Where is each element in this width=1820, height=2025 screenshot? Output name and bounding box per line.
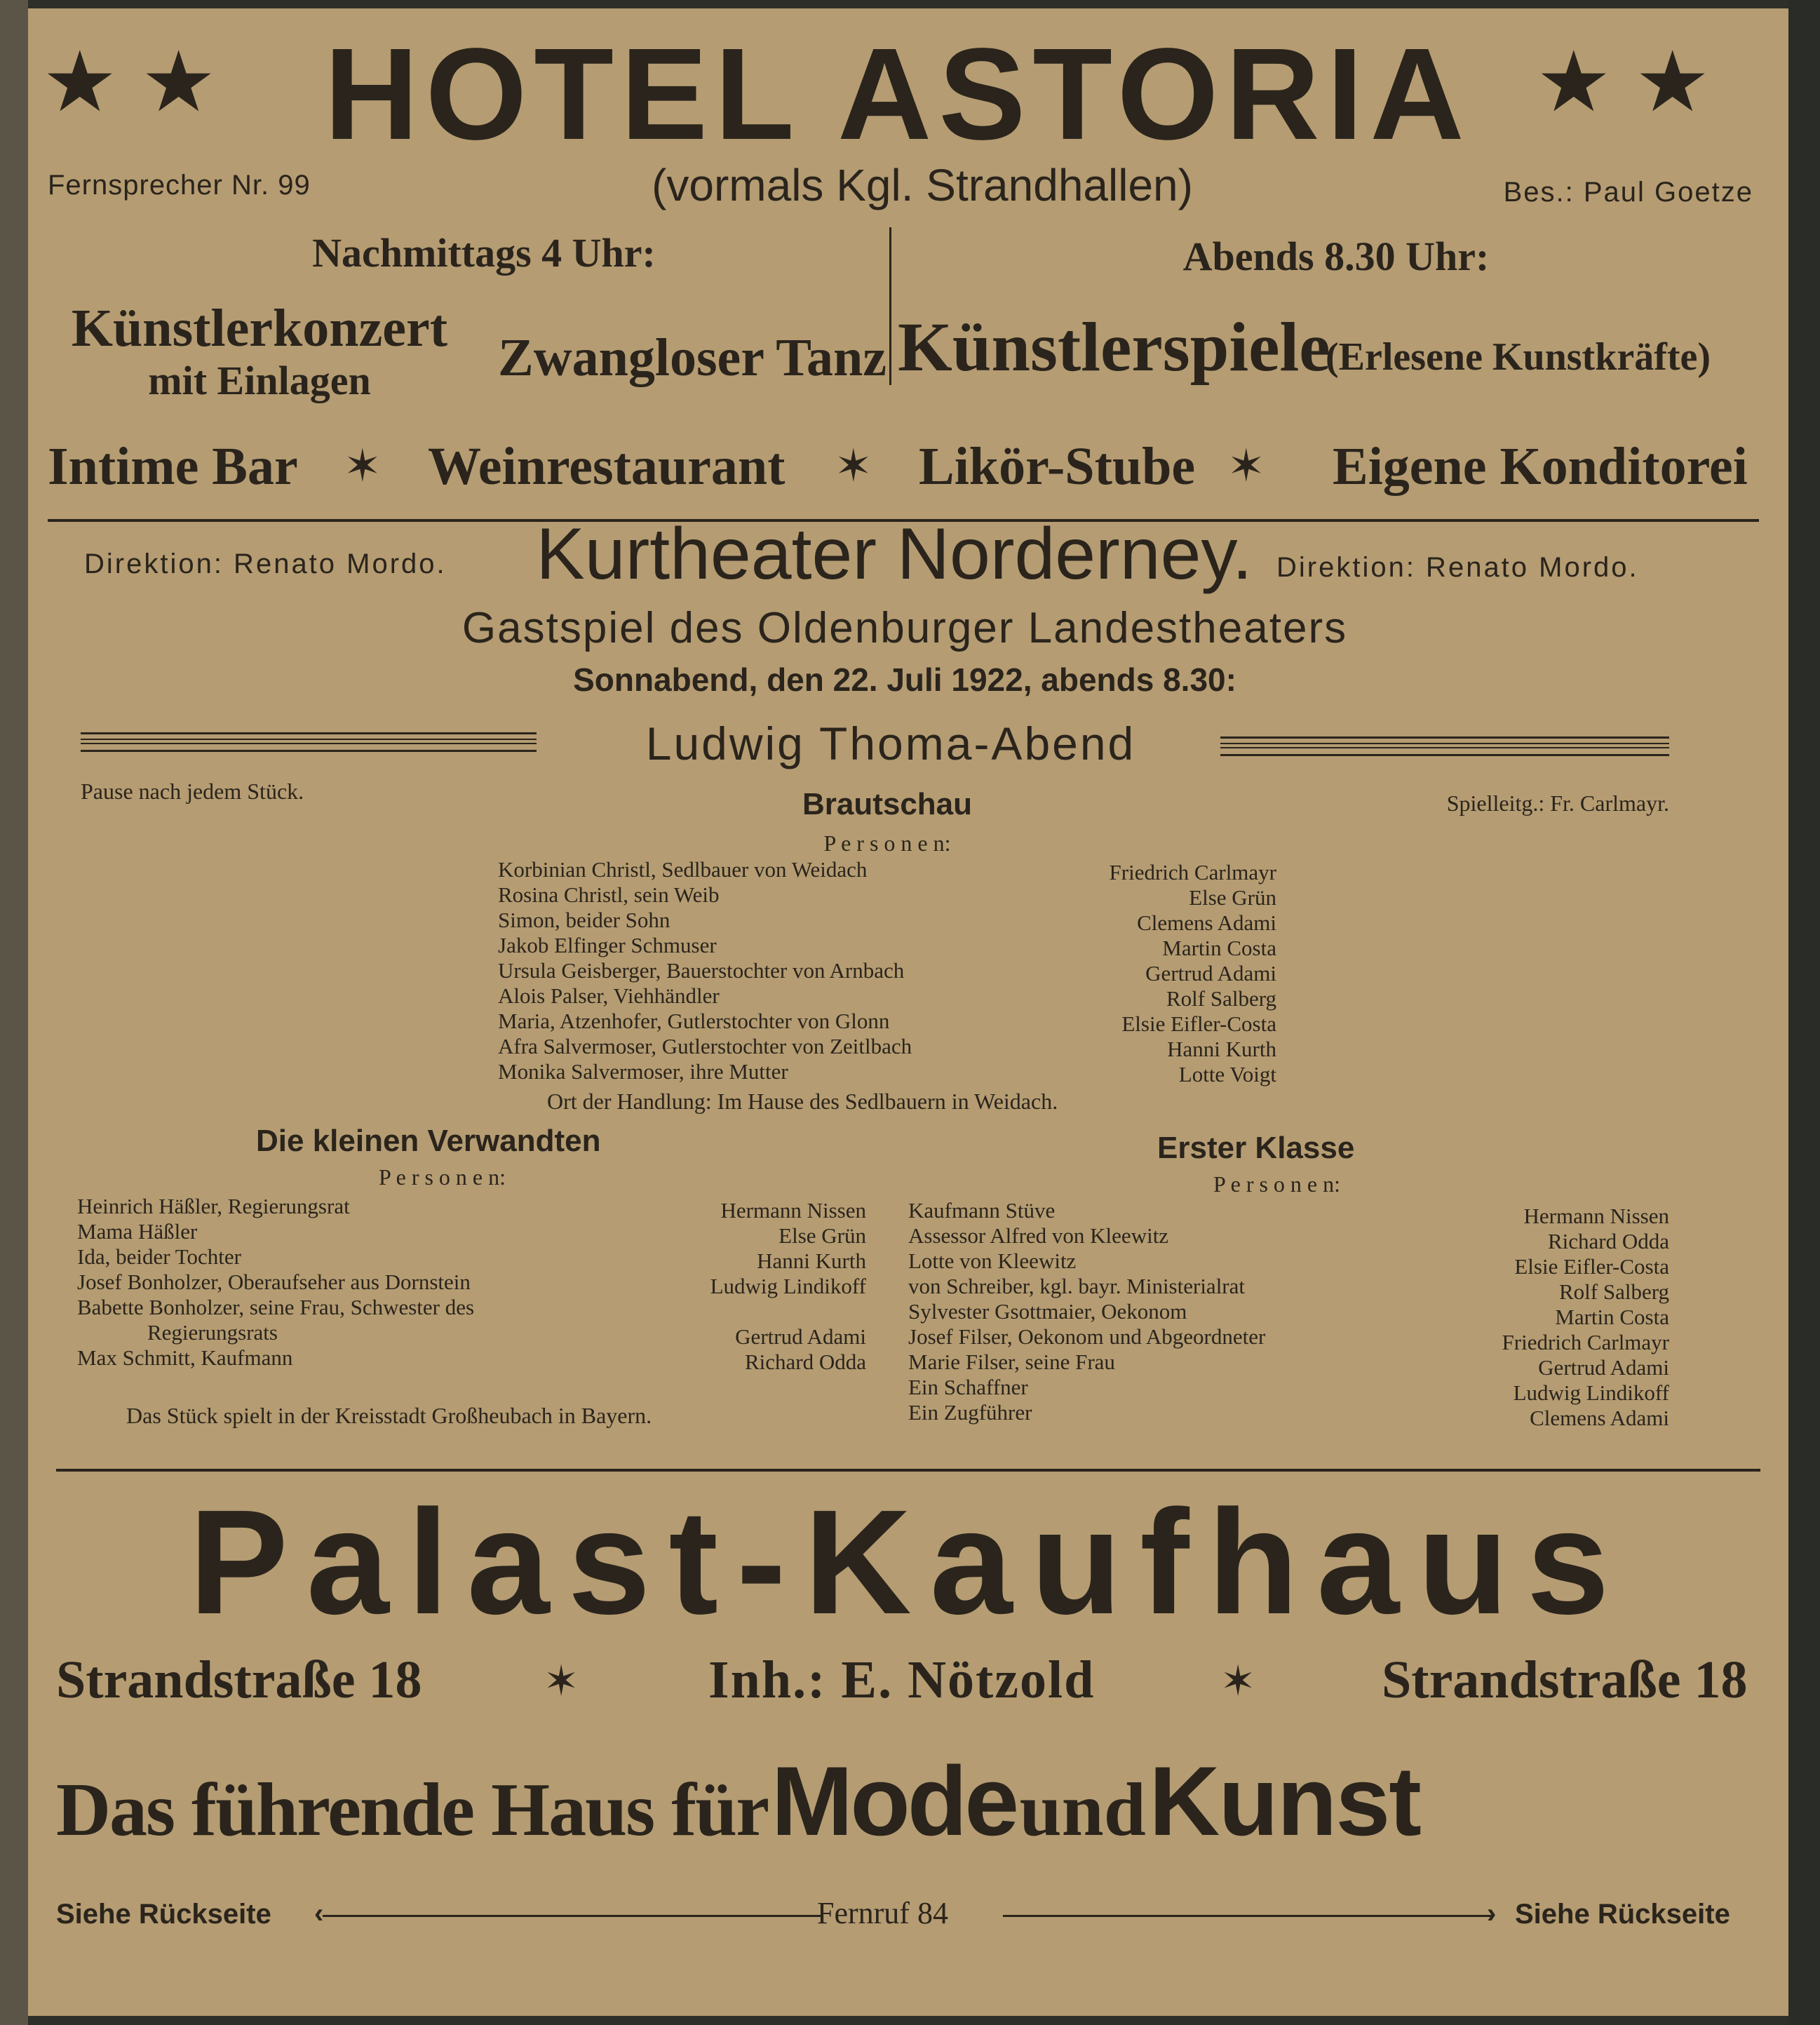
persons-label: P e r s o n e n: bbox=[379, 1164, 506, 1190]
brautschau-roles bbox=[498, 857, 912, 1084]
role: Rosina Christl, sein Weib bbox=[498, 882, 720, 907]
arrow-right-icon: › bbox=[1487, 1898, 1497, 1929]
role: Regierungsrats bbox=[147, 1320, 278, 1345]
evening-show: Künstlerspiele bbox=[898, 308, 1330, 386]
role: Josef Bonholzer, Oberaufseher aus Dornstein bbox=[77, 1270, 471, 1294]
ornament-rule-right bbox=[1220, 736, 1669, 756]
actor: Martin Costa bbox=[1555, 1305, 1669, 1329]
afternoon-concert: Künstlerkonzert bbox=[71, 299, 448, 358]
evening-show-note: (Erlesene Kunstkräfte) bbox=[1326, 335, 1711, 379]
direction-left: Direktion: Renato Mordo. bbox=[84, 549, 447, 579]
store-address-left: Strandstraße 18 bbox=[56, 1650, 422, 1709]
role: Josef Filser, Oekonom und Abgeordneter bbox=[908, 1324, 1266, 1349]
role: Ursula Geisberger, Bauerstochter von Arnbach bbox=[498, 958, 905, 983]
direction-right: Direktion: Renato Mordo. bbox=[1276, 552, 1639, 583]
actor: Martin Costa bbox=[1162, 936, 1276, 960]
amenity-confectionery: Eigene Konditorei bbox=[1333, 437, 1748, 496]
slogan-text: Das führende Haus für bbox=[56, 1768, 769, 1852]
role: Babette Bonholzer, seine Frau, Schwester des bbox=[77, 1295, 475, 1319]
actor: Clemens Adami bbox=[1137, 910, 1276, 935]
afternoon-concert-sub: mit Einlagen bbox=[148, 358, 371, 403]
page-edge-right bbox=[1788, 0, 1820, 2025]
actor: Hermann Nissen bbox=[720, 1198, 866, 1223]
hotel-vertical-divider bbox=[889, 227, 891, 385]
arrow-left-icon: ‹ bbox=[314, 1898, 324, 1929]
verwandten-setting: Das Stück spielt in der Kreisstadt Großheubach in Bayern. bbox=[126, 1403, 652, 1428]
actor: Ludwig Lindikoff bbox=[1513, 1380, 1669, 1405]
evening-time: Abends 8.30 Uhr: bbox=[1182, 234, 1490, 279]
actor: Elsie Eifler-Costa bbox=[1121, 1011, 1276, 1036]
afternoon-dance: Zwangloser Tanz bbox=[498, 328, 887, 387]
role: Ein Zugführer bbox=[908, 1400, 1032, 1425]
role: Jakob Elfinger Schmuser bbox=[498, 933, 717, 957]
actor: Gertrud Adami bbox=[735, 1324, 866, 1349]
ornament-rule-left bbox=[81, 732, 537, 752]
play-title-brautschau: Brautschau bbox=[802, 787, 973, 821]
role: Monika Salvermoser, ihre Mutter bbox=[498, 1059, 788, 1084]
amenity-star-icon: ✶ bbox=[344, 440, 382, 491]
actor: Clemens Adami bbox=[1530, 1406, 1669, 1430]
evening-title: Ludwig Thoma-Abend bbox=[645, 718, 1136, 769]
actor: Richard Odda bbox=[744, 1350, 866, 1374]
actor: Ludwig Lindikoff bbox=[710, 1274, 866, 1298]
role: Maria, Atzenhofer, Gutlerstochter von Glonn bbox=[498, 1009, 890, 1033]
role: Alois Palser, Viehhändler bbox=[498, 983, 720, 1008]
see-back-left: Siehe Rückseite bbox=[56, 1899, 271, 1930]
actor: Else Grün bbox=[778, 1223, 866, 1248]
divider-theater bbox=[56, 1469, 1760, 1472]
guest-performance: Gastspiel des Oldenburger Landestheaters bbox=[461, 604, 1348, 652]
actor: Richard Odda bbox=[1547, 1229, 1669, 1253]
hotel-name: HOTEL ASTORIA bbox=[324, 22, 1471, 167]
actor: Hanni Kurth bbox=[757, 1249, 866, 1273]
hotel-formerly: (vormals Kgl. Strandhallen) bbox=[652, 160, 1193, 210]
star-right-icon: ★ ★ bbox=[1536, 35, 1711, 129]
actor: Gertrud Adami bbox=[1145, 961, 1276, 985]
actor: Else Grün bbox=[1189, 885, 1276, 910]
newspaper-page bbox=[28, 8, 1788, 2016]
actor: Friedrich Carlmayr bbox=[1502, 1330, 1669, 1354]
actor: Rolf Salberg bbox=[1559, 1279, 1669, 1304]
amenity-liqueur: Likör-Stube bbox=[919, 437, 1196, 496]
star-left-icon: ★ ★ bbox=[42, 35, 217, 129]
store-name: Palast-Kaufhaus bbox=[189, 1479, 1628, 1645]
role: Heinrich Häßler, Regierungsrat bbox=[77, 1194, 350, 1218]
actor: Rolf Salberg bbox=[1166, 986, 1276, 1011]
slogan-mode: Mode bbox=[771, 1746, 1017, 1856]
arrow-line-right bbox=[1003, 1915, 1494, 1917]
actor: Elsie Eifler-Costa bbox=[1514, 1254, 1669, 1279]
verwandten-actors bbox=[589, 1198, 866, 1375]
actor: Friedrich Carlmayr bbox=[1109, 860, 1276, 884]
role: Afra Salvermoser, Gutlerstochter von Zeitlbach bbox=[498, 1034, 912, 1058]
see-back-right: Siehe Rückseite bbox=[1515, 1899, 1730, 1930]
actor: Hermann Nissen bbox=[1523, 1204, 1669, 1228]
hotel-phone: Fernsprecher Nr. 99 bbox=[48, 170, 311, 201]
amenity-star-icon: ✶ bbox=[1227, 440, 1265, 491]
role: Lotte von Kleewitz bbox=[908, 1249, 1077, 1273]
stage-direction: Spielleitg.: Fr. Carlmayr. bbox=[1446, 791, 1669, 816]
role: Ein Schaffner bbox=[908, 1375, 1028, 1399]
page-edge-left bbox=[0, 0, 28, 2025]
role: Mama Häßler bbox=[77, 1219, 198, 1244]
brautschau-actors bbox=[996, 860, 1276, 1087]
store-address-right: Strandstraße 18 bbox=[1382, 1650, 1748, 1709]
store-phone: Fernruf 84 bbox=[817, 1896, 948, 1930]
erster-klasse-roles bbox=[908, 1198, 1265, 1425]
amenity-star-icon: ✶ bbox=[835, 440, 872, 491]
role: Kaufmann Stüve bbox=[908, 1198, 1056, 1223]
amenity-bar: Intime Bar bbox=[48, 437, 298, 496]
erster-klasse-actors bbox=[1375, 1204, 1669, 1431]
store-star-icon: ✶ bbox=[1220, 1657, 1256, 1704]
role: von Schreiber, kgl. bayr. Ministerialrat bbox=[908, 1274, 1246, 1298]
actor bbox=[589, 1299, 866, 1324]
slogan-und: und bbox=[1019, 1768, 1146, 1852]
role: Max Schmitt, Kaufmann bbox=[77, 1345, 293, 1370]
actor: Gertrud Adami bbox=[1538, 1355, 1669, 1380]
role: Ida, beider Tochter bbox=[77, 1244, 241, 1269]
role: Simon, beider Sohn bbox=[498, 908, 670, 932]
store-slogan bbox=[56, 1744, 1767, 1858]
store-owner: Inh.: E. Nötzold bbox=[708, 1650, 1096, 1709]
amenity-wine: Weinrestaurant bbox=[428, 437, 786, 496]
performance-date: Sonnabend, den 22. Juli 1922, abends 8.30: bbox=[573, 661, 1236, 698]
play-title-verwandten: Die kleinen Verwandten bbox=[256, 1124, 601, 1158]
role: Marie Filser, seine Frau bbox=[908, 1350, 1115, 1374]
persons-label: P e r s o n e n: bbox=[1213, 1171, 1341, 1197]
brautschau-setting: Ort der Handlung: Im Hause des Sedlbauern in Weidach. bbox=[547, 1089, 1058, 1114]
slogan-kunst: Kunst bbox=[1149, 1746, 1420, 1856]
store-star-icon: ✶ bbox=[544, 1657, 579, 1704]
arrow-line-left bbox=[323, 1915, 821, 1917]
role: Assessor Alfred von Kleewitz bbox=[908, 1223, 1169, 1248]
role: Korbinian Christl, Sedlbauer von Weidach bbox=[498, 857, 868, 882]
play-title-erster-klasse: Erster Klasse bbox=[1157, 1131, 1355, 1165]
afternoon-time: Nachmittags 4 Uhr: bbox=[312, 230, 656, 276]
persons-label: P e r s o n e n: bbox=[823, 830, 951, 856]
role: Sylvester Gsottmaier, Oekonom bbox=[908, 1299, 1187, 1324]
actor: Hanni Kurth bbox=[1167, 1037, 1276, 1061]
hotel-owner: Bes.: Paul Goetze bbox=[1503, 177, 1753, 208]
verwandten-roles bbox=[77, 1194, 474, 1371]
theater-title: Kurtheater Norderney. bbox=[536, 513, 1253, 595]
pause-note: Pause nach jedem Stück. bbox=[81, 779, 304, 804]
actor: Lotte Voigt bbox=[1178, 1062, 1276, 1086]
